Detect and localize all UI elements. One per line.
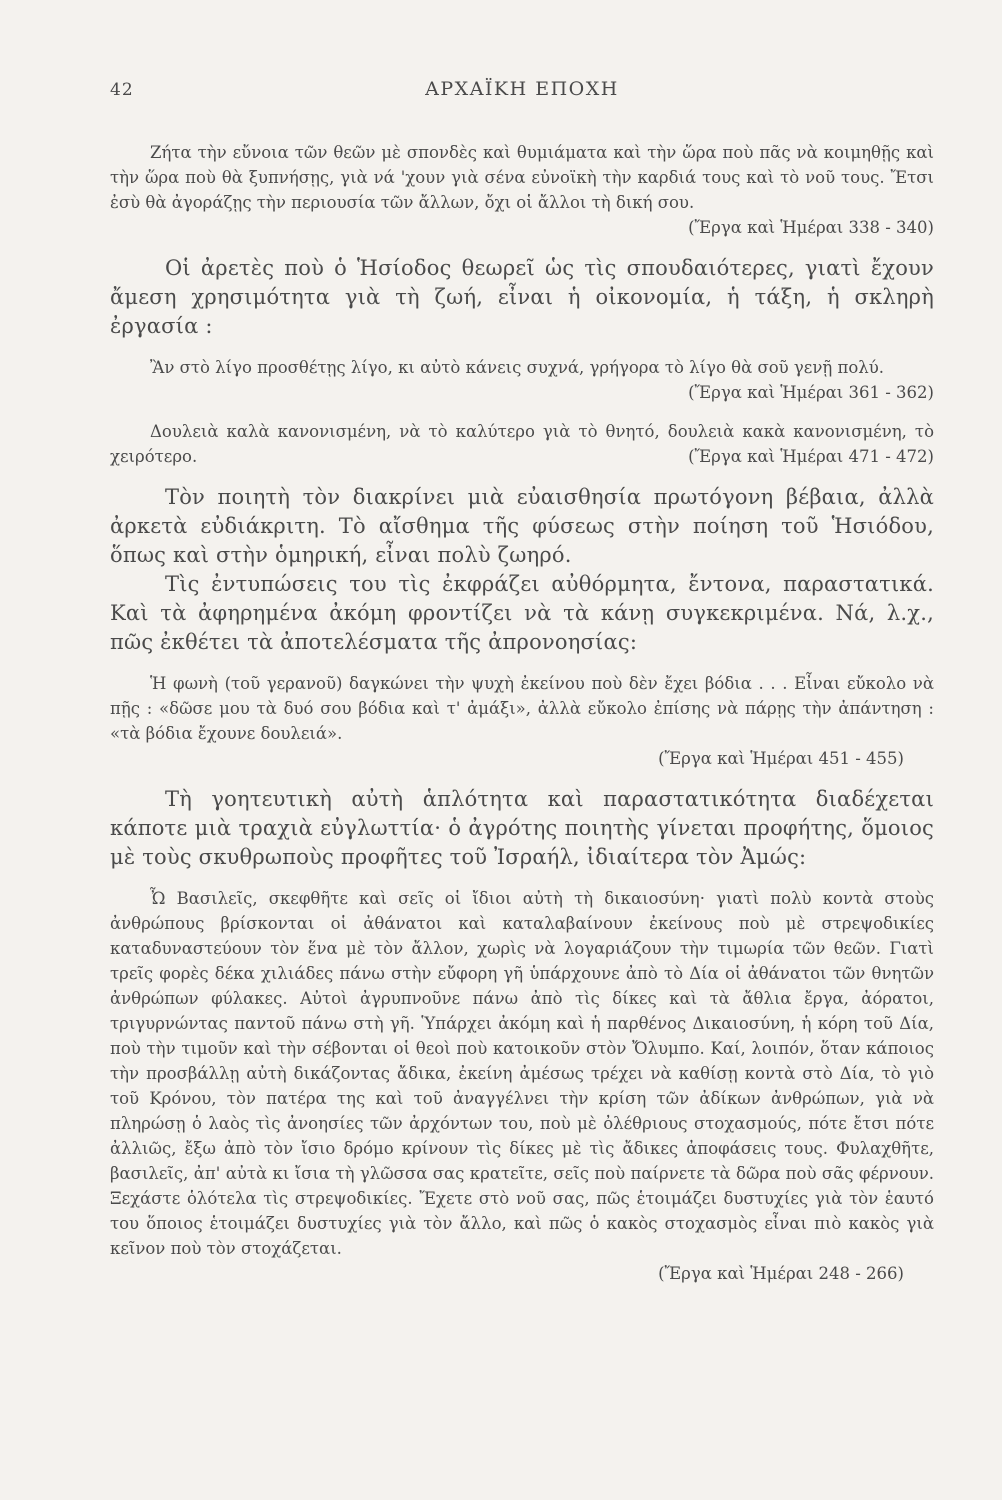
quote-text: Ἡ φωνὴ (τοῦ γερανοῦ) δαγκώνει τὴν ψυχὴ ἐκείνου ποὺ δὲν ἔχει βόδια . . . Εἶναι εὔκολο νὰ πῇς : «δῶσε μου τὰ δυό σου βόδια καὶ τ' ἀμάξι», ἀλλὰ εὔκολο ἐπίσης νὰ πάρῃς τὴν ἀπάντηση : «τὰ βόδια ἔχουνε δουλειά». — [110, 674, 934, 743]
quote-block-2 — [110, 355, 934, 405]
citation: (Ἔργα καὶ Ἡμέραι 248 - 266) — [658, 1264, 904, 1283]
page-header — [110, 70, 934, 120]
running-head: ΑΡΧΑΪΚΗ ΕΠΟΧΗ — [425, 78, 619, 100]
body-paragraph-4: Τὴ γοητευτικὴ αὐτὴ ἁπλότητα καὶ παραστατικότητα διαδέχεται κάποτε μιὰ τραχιὰ εὐγλωττία· ὁ ἀγρότης ποιητὴς γίνεται προφήτης, ὅμοιος μὲ τοὺς σκυθρωποὺς προφῆτες τοῦ Ἰσραήλ, ἰδιαίτερα τὸν Ἀμώς: — [110, 787, 934, 869]
body-paragraph-3: Τὶς ἐντυπώσεις του τὶς ἐκφράζει αὐθόρμητα, ἔντονα, παραστατικά. Καὶ τὰ ἀφηρημένα ἀκόμη φροντίζει νὰ τὰ κάνῃ συγκεκριμένα. Νά, λ.χ., πῶς ἐκθέτει τὰ ἀποτελέσματα τῆς ἀπρονοησίας: — [110, 572, 934, 654]
quote-block-5 — [110, 886, 934, 1286]
citation: (Ἔργα καὶ Ἡμέραι 451 - 455) — [658, 749, 904, 768]
quote-text: Δουλειὰ καλὰ κανονισμένη, νὰ τὸ καλύτερο γιὰ τὸ θνητό, δουλειὰ κακὰ κανονισμένη, τὸ χειρότερο. — [110, 422, 934, 466]
quote-text: Ὦ Βασιλεῖς, σκεφθῆτε καὶ σεῖς οἱ ἴδιοι αὐτὴ τὴ δικαιοσύνη· γιατὶ πολὺ κοντὰ στοὺς ἀνθρώπους βρίσκονται οἱ ἀθάνατοι καὶ καταλαβαίνουν ἐκείνους ποὺ μὲ στρεψοδικίες καταδυναστεύουν τὸν ἕνα μὲ τὸν ἄλλον, χωρὶς νὰ λογαριάζουν τὴν τιμωρία τῶν θεῶν. Γιατὶ τρεῖς φορὲς δέκα χιλιάδες πάνω στὴν εὔφορη γῆ ὑπάρχουνε ἀπὸ τὸ Δία οἱ ἀθάνατοι τῶν θνητῶν ἀνθρώπων φύλακες. Αὐτοὶ ἀγρυπνοῦνε πάνω ἀπὸ τὶς δίκες καὶ τὰ ἄθλια ἔργα, ἀόρατοι, τριγυρνώντας παντοῦ πάνω στὴ γῆ. Ὑπάρχει ἀκόμη καὶ ἡ παρθένος Δικαιοσύνη, ἡ κόρη τοῦ Δία, ποὺ τὴν τιμοῦν καὶ τὴν σέβονται οἱ θεοὶ ποὺ κατοικοῦν στὸν Ὄλυμπο. Καί, λοιπόν, ὅταν κάποιος τὴν προσβάλλῃ αὐτὴ δικάζοντας ἄδικα, ἐκείνη ἀμέσως τρέχει νὰ καθίσῃ κοντὰ στὸ Δία, τὸ γιὸ τοῦ Κρόνου, τὸν πατέρα της καὶ τοῦ ἀναγγέλνει τὴν κρίση τῶν ἀδίκων ἀνθρώπων, γιὰ νὰ πληρώσῃ ὁ λαὸς τὶς ἀνοησίες τῶν ἀρχόντων του, ποὺ μὲ ὀλέθριους στοχασμούς, πότε ἔτσι πότε ἀλλιῶς, ἔξω ἀπὸ τὸν ἴσιο δρόμο κρίνουν τὶς δίκες μὲ τὶς ἄδικες ἀποφάσεις τους. Φυλαχθῆτε, βασιλεῖς, ἀπ' αὐτὰ κι ἴσια τὴ γλῶσσα σας κρατεῖτε, σεῖς ποὺ παίρνετε τὰ δῶρα ποὺ σᾶς φέρνουν. Ξεχάστε ὁλότελα τὶς στρεψοδικίες. Ἔχετε στὸ νοῦ σας, πῶς ἑτοιμάζει δυστυχίες γιὰ τὸν ἑαυτό του ὅποιος ἑτοιμάζει δυστυχίες γιὰ τὸν ἄλλο, καὶ πῶς ὁ κακὸς στοχασμὸς εἶναι πιὸ κακὸς γιὰ κεῖνον ποὺ τὸν στοχάζεται. — [110, 889, 934, 1258]
quote-block-3 — [110, 419, 934, 469]
page-number: 42 — [110, 80, 134, 100]
quote-text: Ἂν στὸ λίγο προσθέτῃς λίγο, κι αὐτὸ κάνεις συχνά, γρήγορα τὸ λίγο θὰ σοῦ γενῇ πολύ. — [150, 358, 885, 377]
book-page — [110, 70, 934, 1470]
quote-block-1 — [110, 140, 934, 240]
body-paragraph-2: Τὸν ποιητὴ τὸν διακρίνει μιὰ εὐαισθησία πρωτόγονη βέβαια, ἀλλὰ ἀρκετὰ εὐδιάκριτη. Τὸ αἴσθημα τῆς φύσεως στὴν ποίηση τοῦ Ἡσιόδου, ὅπως καὶ στὴν ὁμηρική, εἶναι πολὺ ζωηρό. — [110, 485, 934, 567]
citation: (Ἔργα καὶ Ἡμέραι 338 - 340) — [688, 218, 934, 237]
quote-text: Ζήτα τὴν εὔνοια τῶν θεῶν μὲ σπονδὲς καὶ θυμιάματα καὶ τὴν ὥρα ποὺ πᾶς νὰ κοιμηθῇς καὶ τὴν ὥρα ποὺ θὰ ξυπνήσῃς, γιὰ νά 'χουν γιὰ σένα εὐνοϊκὴ τὴν καρδιά τους καὶ τὸ νοῦ τους. Ἔτσι ἐσὺ θὰ ἀγοράζῃς τὴν περιουσία τῶν ἄλλων, ὄχι οἱ ἄλλοι τὴ δική σου. — [110, 143, 934, 212]
body-paragraph-1: Οἱ ἀρετὲς ποὺ ὁ Ἡσίοδος θεωρεῖ ὡς τὶς σπουδαιότερες, γιατὶ ἔχουν ἄμεση χρησιμότητα γιὰ τὴ ζωή, εἶναι ἡ οἰκονομία, ἡ τάξη, ἡ σκληρὴ ἐργασία : — [110, 256, 934, 338]
quote-block-4 — [110, 671, 934, 771]
citation: (Ἔργα καὶ Ἡμέραι 361 - 362) — [688, 383, 934, 402]
citation: (Ἔργα καὶ Ἡμέραι 471 - 472) — [688, 447, 934, 466]
